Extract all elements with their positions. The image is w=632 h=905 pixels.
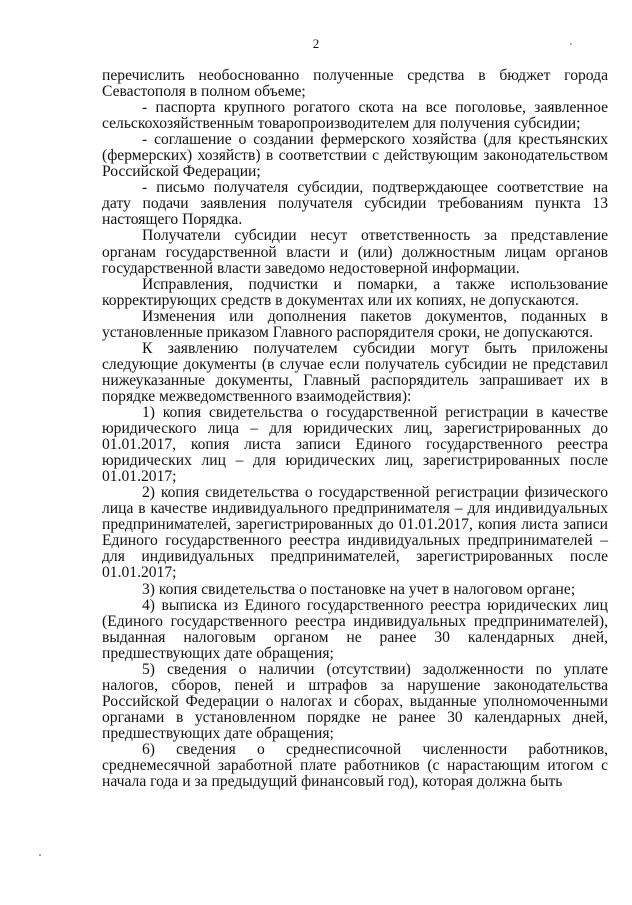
paragraph-changes: Изменения или дополнения пакетов документов, поданных в установленные приказом Главного распорядителя сроки, не допускаются. (102, 307, 608, 341)
list-item-2: 2) копия свидетельства о государственной регистрации физического лица в качестве индивидуального предпринимателя – для индивидуальных предпринимателей, зарегистрированных до 01.01.2017, копия листа записи Единого государственного реестра индивидуальных предпринимателей – для индивидуальных предпринимателей, зарегистрированных после 01.01.2017; (102, 484, 608, 582)
paragraph-continuation: перечислить необоснованно полученные средства в бюджет города Севастополя в полном объеме; (102, 67, 608, 101)
list-item-1: 1) копия свидетельства о государственной регистрации в качестве юридического лица – для юридических лиц, зарегистрированных до 01.01.2017, копия листа записи Единого государственного реестра юридических лиц – для юридических лиц, зарегистрированных после 01.01.2017; (102, 403, 608, 486)
page-number: 2 (312, 36, 320, 51)
paragraph-farm-agreement: - соглашение о создании фермерского хозяйства (для крестьянских (фермерских) хозяйств) в соответствии с действующим законодательством Российской Федерации; (102, 131, 608, 181)
paragraph-attachments-intro: К заявлению получателем субсидии могут быть приложены следующие документы (в случае если получатель субсидии не представил нижеуказанные документы, Главный распорядитель запрашивает их в порядке межведомственного взаимодействия): (102, 339, 608, 405)
document-body (102, 68, 608, 790)
list-item-5: 5) сведения о наличии (отсутствии) задолженности по уплате налогов, сборов, пеней и штрафов за нарушение законодательства Российской Федерации о налогах и сборах, выданные уполномоченными органами в установленном порядке не ранее 30 календарных дней, предшествующих дате обращения; (102, 660, 608, 742)
list-item-6: 6) сведения о среднесписочной численности работников, среднемесячной заработной плате работников (с нарастающим итогом с начала года и за предыдущий финансовый год), которая должна быть (102, 740, 608, 791)
paragraph-corrections: Исправления, подчистки и помарки, а также использование корректирующих средств в документах или их копиях, не допускаются. (102, 275, 608, 309)
paragraph-cattle-passports: - паспорта крупного рогатого скота на все поголовье, заявленное сельскохозяйственным товаропроизводителем для получения субсидии; (102, 99, 608, 133)
paragraph-recipient-letter: - письмо получателя субсидии, подтверждающее соответствие на дату подачи заявления получателя субсидии требованиям пункта 13 настоящего Порядка. (102, 179, 608, 229)
paragraph-responsibility: Получатели субсидии несут ответственность за представление органам государственной власти и (или) должностным лицам органов государственной власти заведомо недостоверной информации. (102, 227, 608, 277)
list-item-3: 3) копия свидетельства о постановке на учет в налоговом органе; (142, 580, 576, 598)
list-item-4: 4) выписка из Единого государственного реестра юридических лиц (Единого государственного реестра индивидуальных предпринимателей), выданная налоговым органом не ранее 30 календарных дней, предшествующих дате обращения; (102, 596, 608, 662)
